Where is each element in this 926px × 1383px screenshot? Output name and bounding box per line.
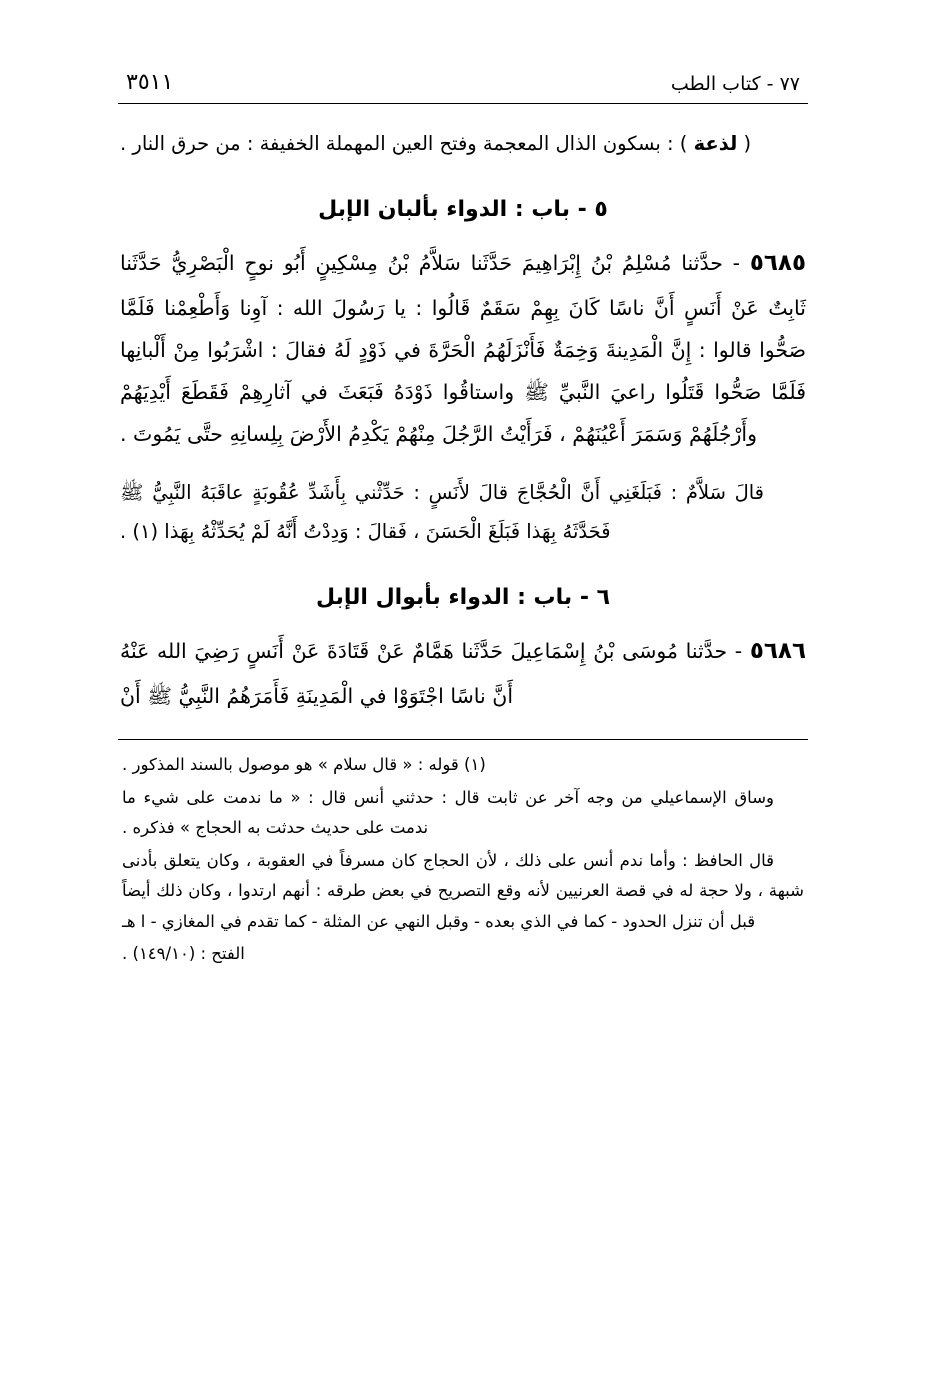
- gloss-term: لذعة: [693, 132, 738, 155]
- hadith-5686: [120, 628, 806, 717]
- gloss-text: ( لذعة ) : بسكون الذال المعجمة وفتح العين المهملة الخفيفة : من حرق النار .: [120, 132, 752, 155]
- qala-salam-paragraph: [120, 473, 806, 551]
- qala-salam-text: قالَ سَلاَّمٌ : فَبَلَغَنِي أَنَّ الْحُجَّاجَ قالَ لأَنَسٍ : حَدِّثْني بِأَشَدِّ عُقُوبَةٍ عاقَبَهُ النَّبِيُّ ﷺ فَحَدَّثَهُ بِهَذا فَبَلَغَ الْحَسَنَ ، فَقالَ : وَدِدْتُ أَنَّهُ لَمْ يُحَدِّثْهُ بِهَذا (١) .: [120, 481, 764, 544]
- page-number: ٣٥١١: [126, 70, 174, 95]
- footnotes-block: [118, 750, 808, 970]
- footnote-item: (١) قوله : « قال سلام » هو موصول بالسند المذكور .: [122, 755, 486, 775]
- running-title: ٧٧ - كتاب الطب: [670, 73, 800, 95]
- gloss-paragraph: [120, 124, 806, 163]
- page-content: [118, 70, 808, 972]
- chapter-heading-6: ٦ - باب : الدواء بأبوال الإبل: [315, 585, 611, 611]
- footnote-item: وساق الإسماعيلي من وجه آخر عن ثابت قال : حدثني أنس قال : « ما ندمت على شيء ما ندمت على حديث حدثت به الحجاج » فذكره .: [122, 787, 774, 838]
- hadith-text-5686: - حدَّثنا مُوسَى بْنُ إِسْمَاعِيلَ حَدَّثَنا هَمَّامٌ عَنْ قَتَادَةَ عَنْ أَنَسٍ رَضِيَ الله عَنْهُ أَنَّ ناسًا اجْتَوَوْا في الْمَدِينَةِ فَأَمَرَهُمُ النَّبِيُّ ﷺ أَنْ: [120, 639, 743, 709]
- footnote-item: الفتح : (١٤٩/١٠) .: [122, 944, 245, 964]
- hadith-text-5685: - حدَّثنا مُسْلِمُ بْنُ إِبْرَاهِيمَ حَدَّثَنا سَلاَّمُ بْنُ مِسْكِينٍ أَبُو نوحٍ الْبَصْرِيُّ حَدَّثَنا ثَابِتٌ عَنْ أَنَسٍ أَنَّ ناسًا كَانَ بِهِمْ سَقَمٌ قَالُوا : يا رَسُولَ الله : آوِنا وَأَطْعِمْنا فَلَمَّا صَحُّوا قالوا : إِنَّ الْمَدِينةَ وَخِمَةٌ فَأَنْزَلَهُمُ الْحَرَّةَ في ذَوْدٍ لَهُ فقالَ : اشْرَبُوا مِنْ أَلْبانِها فَلَمَّا صَحُّوا قَتَلُوا راعيَ النَّبيِّ ﷺ واستاقُوا ذَوْدَهُ فَبَعَثَ في آثارِهِمْ فَقَطَعَ أَيْدِيَهُمْ وأَرْجُلَهُمْ وَسَمَرَ أَعْيُنَهُمْ ، فَرَأَيْتُ الرَّجُلَ مِنْهُمْ يَكْدِمُ الأَرْضَ بِلِسانِهِ حتَّى يَمُوتَ .: [120, 251, 806, 447]
- hadith-5685: [120, 240, 806, 455]
- hadith-number-5685: ٥٦٨٥: [749, 250, 806, 276]
- footnote-separator: [118, 739, 808, 740]
- chapter-heading-5: ٥ - باب : الدواء بألبان الإبل: [318, 197, 608, 222]
- header-rule: [118, 103, 808, 104]
- hadith-number-5686: ٥٦٨٦: [749, 638, 806, 665]
- page-header: [118, 70, 808, 101]
- footnote-item: قال الحافظ : وأما ندم أنس على ذلك ، لأن الحجاج كان مسرفاً في العقوبة ، وكان يتعلق بأدنى شبهة ، ولا حجة له في قصة العرنيين لأنه وقع التصريح في بعض طرقه : أنهم ارتدوا ، وكان ذلك أيضاً قبل أن تنزل الحدود - كما في الذي بعده - وقبل النهي عن المثلة - كما تقدم في المغازي - ا هـ: [122, 850, 804, 931]
